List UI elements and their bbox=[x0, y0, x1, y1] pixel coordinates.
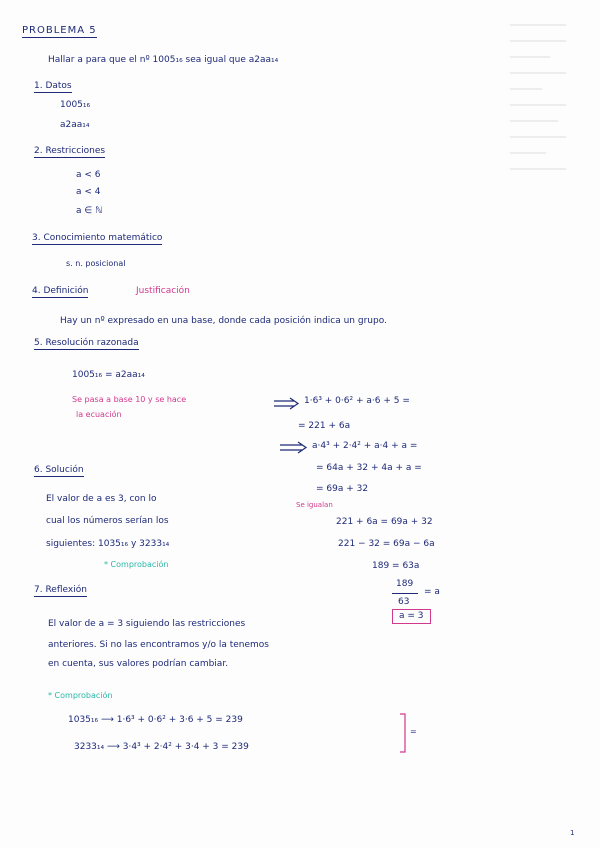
reflexion-line-1: El valor de a = 3 siguiendo las restricciones bbox=[48, 619, 246, 629]
solucion-line-1: El valor de a es 3, con lo bbox=[46, 494, 157, 504]
section-definicion-heading: 4. Definición bbox=[32, 286, 89, 296]
page-number: 1 bbox=[570, 829, 575, 837]
calc-line-1: 1·6³ + 0·6² + a·6 + 5 = bbox=[304, 396, 410, 406]
calc-line-6: 221 + 6a = 69a + 32 bbox=[336, 517, 433, 527]
solucion-line-2: cual los números serían los bbox=[46, 516, 169, 526]
solucion-comprobacion-note: * Comprobación bbox=[104, 560, 169, 569]
section-datos-heading: 1. Datos bbox=[34, 81, 72, 91]
restriccion-3: a ∈ ℕ bbox=[76, 206, 103, 216]
section-solucion-heading: 6. Solución bbox=[34, 465, 84, 475]
bracket-icon bbox=[398, 712, 410, 756]
reflexion-comprobacion-heading: * Comprobación bbox=[48, 691, 113, 700]
implies-arrow-icon-2 bbox=[278, 441, 308, 455]
datos-line-2: a2aa₁₄ bbox=[60, 120, 90, 130]
problem-statement: Hallar a para que el nº 1005₁₆ sea igual que a2aa₁₄ bbox=[48, 55, 279, 65]
calc-line-4: = 64a + 32 + 4a + a = bbox=[316, 463, 422, 473]
answer-box: a = 3 bbox=[392, 609, 431, 624]
resolucion-note-1: Se pasa a base 10 y se hace bbox=[72, 395, 187, 404]
datos-line-1: 1005₁₆ bbox=[60, 100, 91, 110]
conocimiento-line: s. n. posicional bbox=[66, 259, 126, 268]
bleed-through-text bbox=[510, 10, 590, 260]
fraction-numerator: 189 bbox=[396, 579, 414, 589]
fraction-denominator: 63 bbox=[398, 597, 410, 607]
comprobacion-equals-mark: = bbox=[410, 727, 417, 736]
calc-line-3: a·4³ + 2·4² + a·4 + a = bbox=[312, 441, 418, 451]
restriccion-1: a < 6 bbox=[76, 170, 101, 180]
reflexion-line-3: en cuenta, sus valores podrían cambiar. bbox=[48, 659, 229, 669]
resolucion-equation: 1005₁₆ = a2aa₁₄ bbox=[72, 370, 145, 380]
calc-line-2: = 221 + 6a bbox=[298, 421, 351, 431]
section-reflexion-heading: 7. Reflexión bbox=[34, 585, 87, 595]
reflexion-line-2: anteriores. Si no las encontramos y/o la tenemos bbox=[48, 640, 269, 650]
section-resolucion-heading: 5. Resolución razonada bbox=[34, 338, 139, 348]
restriccion-2: a < 4 bbox=[76, 187, 101, 197]
definicion-text: Hay un nº expresado en una base, donde cada posición indica un grupo. bbox=[60, 316, 387, 326]
se-igualan-note: Se igualan bbox=[296, 501, 333, 509]
calc-line-8: 189 = 63a bbox=[372, 561, 420, 571]
calc-line-5: = 69a + 32 bbox=[316, 484, 369, 494]
fraction-equals: = a bbox=[424, 587, 440, 597]
section-restricciones-heading: 2. Restricciones bbox=[34, 146, 106, 156]
calc-line-7: 221 − 32 = 69a − 6a bbox=[338, 539, 435, 549]
solucion-line-3: siguientes: 1035₁₆ y 3233₁₄ bbox=[46, 539, 170, 549]
comprobacion-line-1: 1035₁₆ ⟶ 1·6³ + 0·6² + 3·6 + 5 = 239 bbox=[68, 715, 243, 725]
resolucion-note-2: la ecuación bbox=[76, 410, 122, 419]
comprobacion-line-2: 3233₁₄ ⟶ 3·4³ + 2·4² + 3·4 + 3 = 239 bbox=[74, 742, 249, 752]
section-conocimiento-heading: 3. Conocimiento matemático bbox=[32, 233, 163, 243]
justificacion-label: Justificación bbox=[136, 286, 190, 296]
fraction-bar bbox=[392, 593, 418, 594]
implies-arrow-icon bbox=[272, 397, 300, 411]
problem-title: PROBLEMA 5 bbox=[22, 25, 97, 36]
